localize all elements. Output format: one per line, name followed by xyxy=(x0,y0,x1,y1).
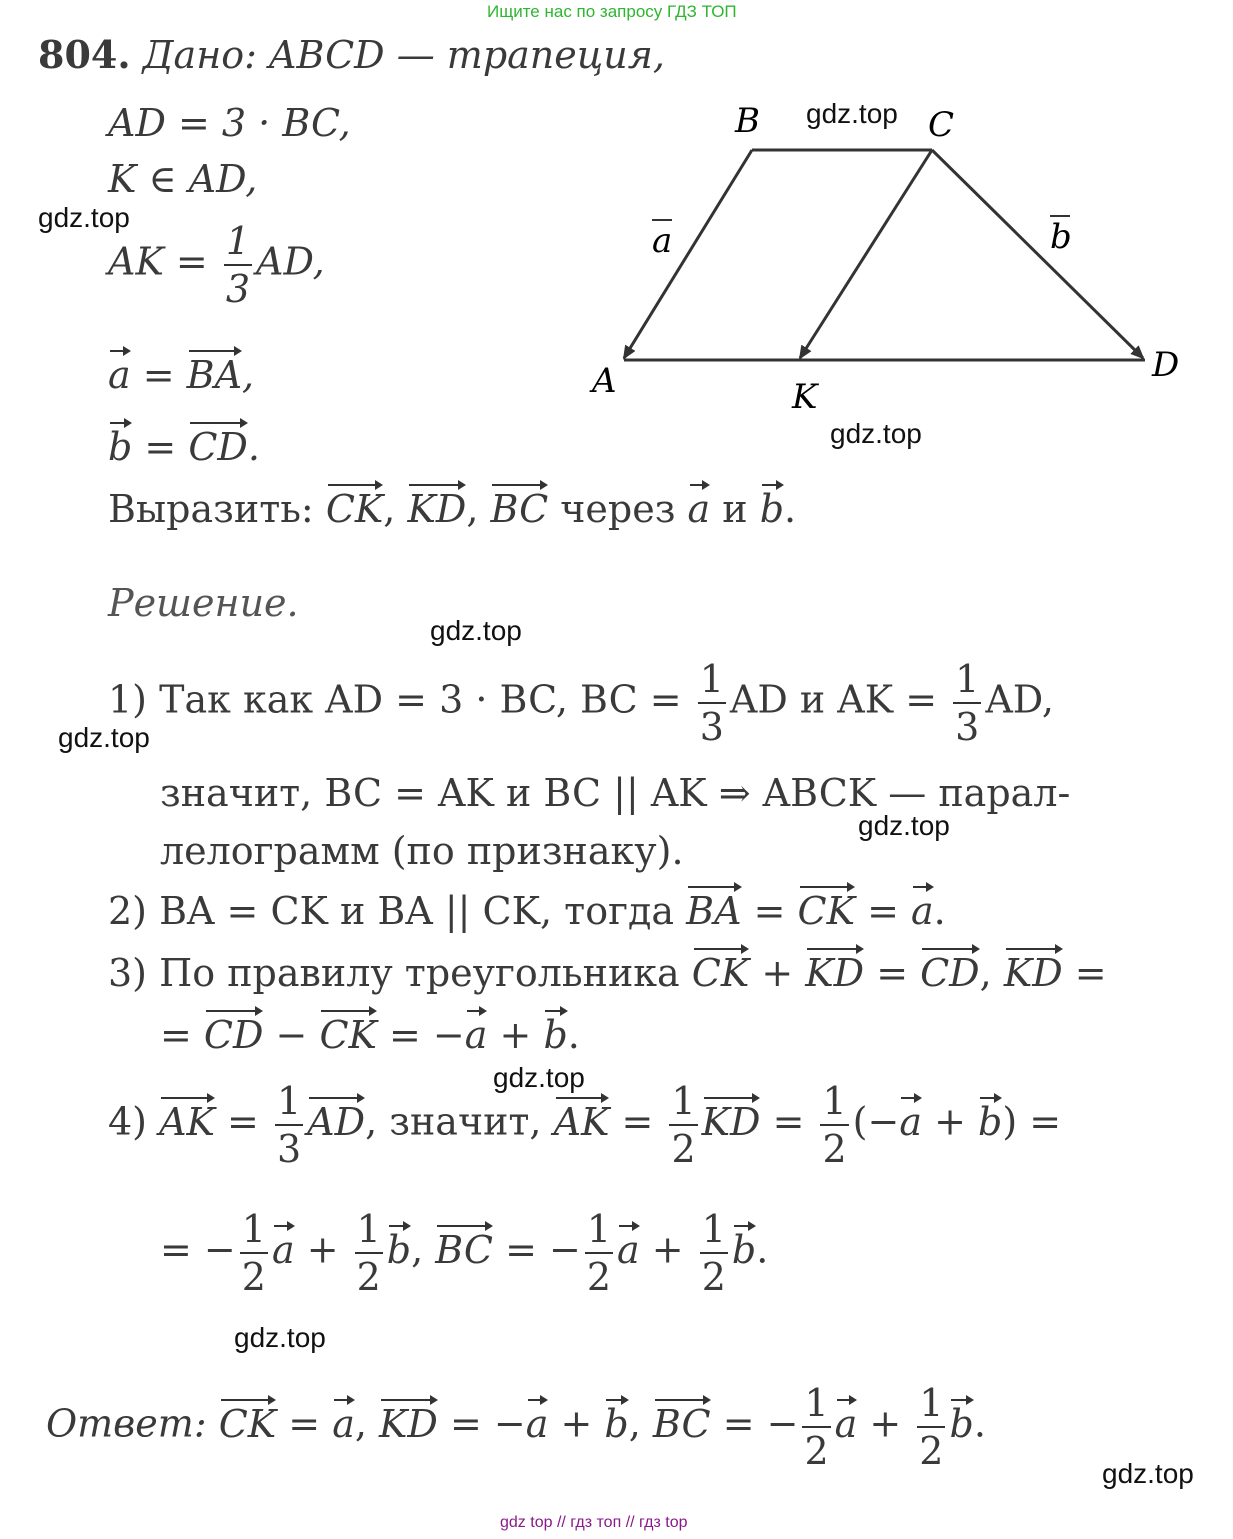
label-c: C xyxy=(928,105,955,145)
step-3-line2: = CD − CK = −a + b. xyxy=(160,1013,580,1057)
label-vec-a: a xyxy=(652,221,673,261)
step-4: 4) AK = $\frac{1}{3}$ AD, значит, AK = $\frac{1}{2}$ KD = $\frac{1}{2}$ (−a + b) = xyxy=(108,1079,1062,1171)
vector-ba-arrow xyxy=(624,150,752,358)
answer-label: Ответ: xyxy=(46,1401,207,1446)
express-and: и xyxy=(722,487,748,531)
step-1-line2: значит, BC = AK и BC || AK ⇒ ABCK — парал- xyxy=(160,771,1071,815)
step-1-a: Так как AD = 3 · BC, BC = xyxy=(159,677,694,722)
vector-cd: CD xyxy=(188,425,248,469)
solution-title: Решение. xyxy=(108,581,299,625)
label-vec-b: b xyxy=(1050,217,1072,257)
label-d: D xyxy=(1152,345,1180,385)
footer-link-gdz-top-ru[interactable]: гдз топ xyxy=(570,1514,622,1531)
vector-cd-arrow xyxy=(932,150,1143,358)
step-2-a: BA = CK и BA || CK, тогда xyxy=(159,889,675,933)
step-2-num: 2) xyxy=(108,889,148,933)
step-1-c: AD, xyxy=(985,677,1054,722)
vec-a: a xyxy=(910,889,934,933)
express-line: Выразить: CK, KD, BC через a и b. xyxy=(108,487,797,531)
step-1-num: 1) xyxy=(108,677,148,722)
step-1-b: AD и AK = xyxy=(729,677,950,722)
vec-ck: CK xyxy=(797,889,855,933)
cond-ak xyxy=(108,219,325,311)
watermark: gdz.top xyxy=(830,418,922,449)
step-1-line3: лелограмм (по признаку). xyxy=(160,829,684,873)
vector-kd: KD xyxy=(407,487,467,531)
step-2: 2) BA = CK и BA || CK, тогда BA = CK = a. xyxy=(108,889,946,933)
step-4-line2: = − $\frac{1}{2}$ a + $\frac{1}{2}$ b, BC = − $\frac{1}{2}$ a + $\frac{1}{2}$ b. xyxy=(160,1207,769,1299)
watermark: gdz.top xyxy=(806,98,898,129)
watermark: gdz.top xyxy=(858,810,950,841)
step-1 xyxy=(108,657,1054,749)
cond-a: a = BA, xyxy=(108,353,255,397)
step-3-num: 3) xyxy=(108,951,148,995)
vector-a: a xyxy=(108,353,131,397)
cond-ak-lhs: AK = xyxy=(108,239,220,284)
vector-ck-arrow xyxy=(800,150,932,358)
footer-links: gdz top // гдз топ // гдз top xyxy=(500,1514,688,1531)
cond-ad: AD = 3 · BC, xyxy=(108,101,351,145)
label-k: K xyxy=(792,377,818,417)
trapezoid-diagram xyxy=(580,100,1220,440)
cond-k: K ∈ AD, xyxy=(108,157,258,201)
vector-b-2: b xyxy=(759,487,785,531)
watermark: gdz.top xyxy=(58,722,150,753)
watermark: gdz.top xyxy=(38,202,130,233)
step-3: 3) По правилу треугольника CK + KD = CD, KD = xyxy=(108,951,1107,995)
vec-ba: BA xyxy=(686,889,742,933)
cond-b: b = CD. xyxy=(108,425,260,469)
watermark: gdz.top xyxy=(493,1062,585,1093)
step-3-a: По правилу треугольника xyxy=(159,951,680,995)
vector-bc: BC xyxy=(490,487,549,531)
answer-line: Ответ: CK = a, KD = −a + b, BC = − $\frac{1}{2}$ a + $\frac{1}{2}$ b. xyxy=(46,1381,986,1473)
cond-ak-rhs: AD, xyxy=(256,239,325,284)
search-banner[interactable]: Ищите нас по запросу ГДЗ ТОП xyxy=(487,2,737,21)
watermark: gdz.top xyxy=(234,1322,326,1353)
given-label: Дано: xyxy=(142,33,257,77)
vector-ck: CK xyxy=(325,487,384,531)
watermark: gdz.top xyxy=(1102,1458,1194,1489)
step-4-num: 4) xyxy=(108,1099,148,1144)
label-b: B xyxy=(735,101,760,141)
label-a: A xyxy=(592,361,617,401)
vector-a-2: a xyxy=(687,487,711,531)
problem-number: 804. xyxy=(38,32,131,77)
footer-link-gdz-top[interactable]: gdz top xyxy=(500,1514,553,1531)
vector-b: b xyxy=(108,425,133,469)
watermark: gdz.top xyxy=(430,615,522,646)
express-through: через xyxy=(560,487,676,531)
fraction-1: $\frac{1}{3}$ xyxy=(699,657,724,749)
given-main: ABCD — трапеция, xyxy=(269,33,665,77)
footer-link-gdz-top-mixed[interactable]: гдз top xyxy=(639,1514,688,1531)
problem-header xyxy=(38,32,665,77)
fraction-2: $\frac{1}{3}$ xyxy=(955,657,980,749)
vector-ba: BA xyxy=(186,353,243,397)
fraction-one-third: $\frac{1}{3}$ xyxy=(225,219,251,311)
express-label: Выразить: xyxy=(108,487,314,531)
step-4-a: значит, xyxy=(389,1099,542,1144)
